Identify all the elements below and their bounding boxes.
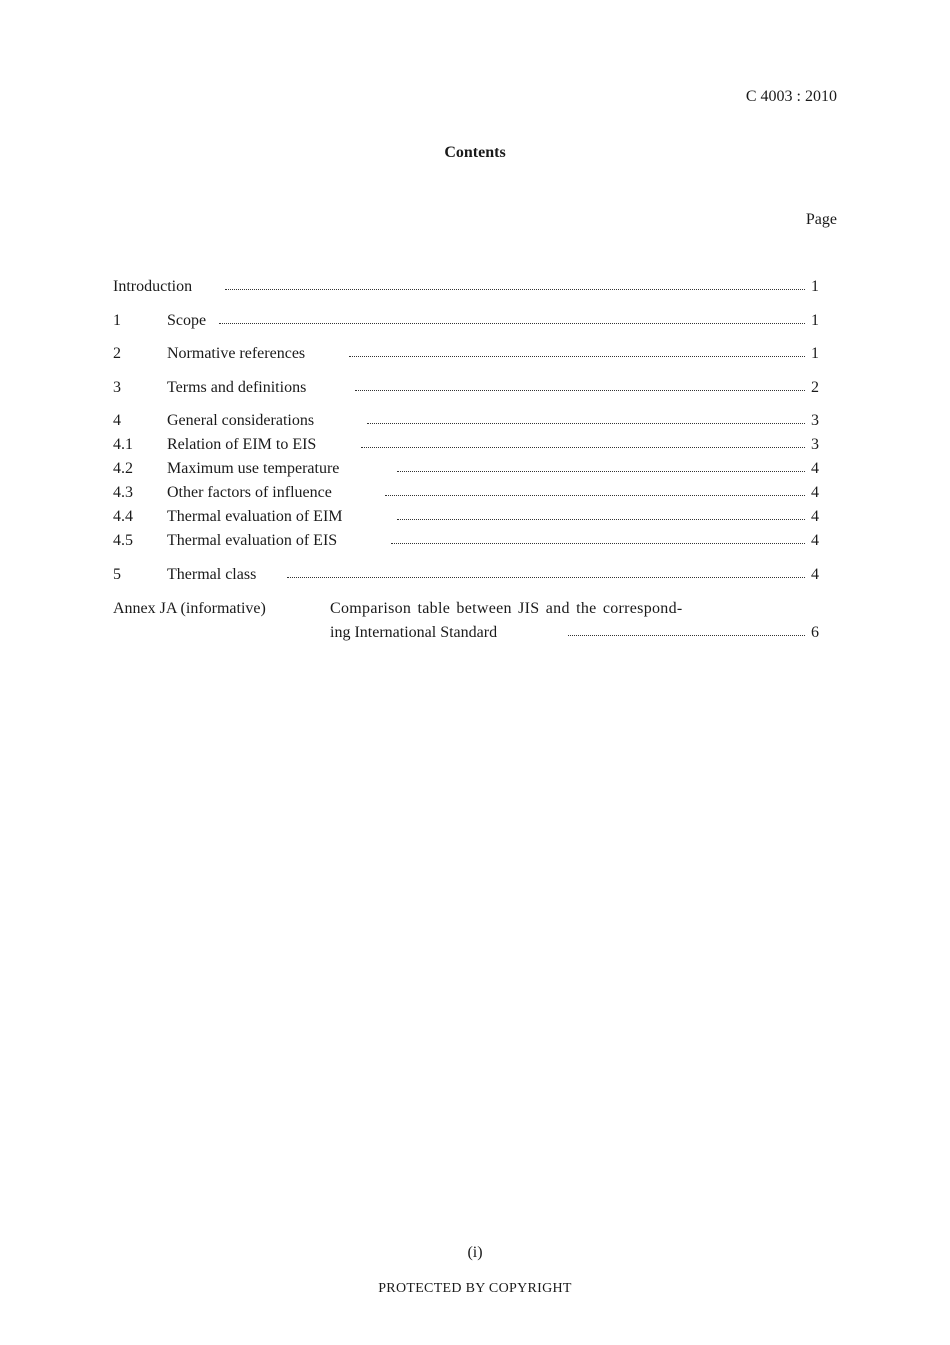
- toc-entry-page: 1: [811, 312, 819, 329]
- dot-leader: [219, 310, 805, 324]
- toc-entry-number: 4.3: [113, 484, 133, 501]
- toc-entry-label: Terms and definitions: [167, 379, 307, 396]
- toc-entry-number: 4.1: [113, 436, 133, 453]
- toc-entry-4-1[interactable]: [113, 434, 819, 456]
- toc-entry-number: 3: [113, 379, 121, 396]
- toc-entry-page: 4: [811, 532, 819, 549]
- dot-leader: [385, 482, 805, 496]
- toc-entry-page: 4: [811, 566, 819, 583]
- dot-leader: [225, 276, 805, 290]
- toc-entry-label: Thermal class: [167, 566, 257, 583]
- contents-title: Contents: [444, 144, 506, 161]
- toc-entry-label: Maximum use temperature: [167, 460, 340, 477]
- toc-entry-page: 1: [811, 278, 819, 295]
- toc-entry-4-2[interactable]: [113, 458, 819, 480]
- toc-entry-page: 6: [811, 624, 819, 641]
- toc-entry-page: 4: [811, 508, 819, 525]
- dot-leader: [355, 377, 805, 391]
- toc-entry-number: 1: [113, 312, 121, 329]
- dot-leader: [568, 622, 805, 636]
- dot-leader: [397, 506, 805, 520]
- annex-title-line-2: ing International Standard: [330, 624, 498, 641]
- dot-leader: [391, 530, 805, 544]
- toc-entry-page: 2: [811, 379, 819, 396]
- toc-entry-4-3[interactable]: [113, 482, 819, 504]
- toc-entry-page: 4: [811, 460, 819, 477]
- toc-entry-number: 4: [113, 412, 121, 429]
- toc-entry-scope[interactable]: [113, 310, 819, 332]
- toc-entry-label: Thermal evaluation of EIM: [167, 508, 343, 525]
- annex-title-line-1[interactable]: Comparison table between JIS and the correspond-: [330, 600, 683, 617]
- toc-entry-label: Scope: [167, 312, 207, 329]
- toc-entry-page: 3: [811, 436, 819, 453]
- toc-entry-number: 4.5: [113, 532, 133, 549]
- toc-entry-terms-and-definitions[interactable]: [113, 377, 819, 399]
- toc-entry-label: Introduction: [113, 278, 193, 295]
- toc-entry-4-4[interactable]: [113, 506, 819, 528]
- toc-entry-page: 4: [811, 484, 819, 501]
- toc-entry-label: Relation of EIM to EIS: [167, 436, 317, 453]
- dot-leader: [367, 410, 805, 424]
- toc-entry-thermal-class[interactable]: [113, 564, 819, 586]
- document-id: C 4003 : 2010: [745, 88, 837, 105]
- toc-entry-number: 4.2: [113, 460, 133, 477]
- toc-entry-annex[interactable]: [330, 622, 819, 644]
- page-folio: (i): [467, 1244, 483, 1261]
- toc-entry-label: Normative references: [167, 345, 306, 362]
- toc-entry-label: General considerations: [167, 412, 315, 429]
- dot-leader: [397, 458, 805, 472]
- toc-entry-number: 4.4: [113, 508, 133, 525]
- dot-leader: [287, 564, 805, 578]
- toc-entry-number: 5: [113, 566, 121, 583]
- toc-entry-label: Thermal evaluation of EIS: [167, 532, 338, 549]
- toc-entry-number: 2: [113, 345, 121, 362]
- toc-entry-label: Other factors of influence: [167, 484, 332, 501]
- toc-entry-introduction[interactable]: [113, 276, 819, 298]
- toc-entry-general-considerations[interactable]: [113, 410, 819, 432]
- page-column-header: Page: [805, 211, 837, 228]
- toc-entry-page: 3: [811, 412, 819, 429]
- annex-tag: Annex JA (informative): [113, 600, 266, 617]
- dot-leader: [361, 434, 805, 448]
- toc-entry-4-5[interactable]: [113, 530, 819, 552]
- copyright-footer: PROTECTED BY COPYRIGHT: [378, 1281, 572, 1296]
- dot-leader: [349, 343, 805, 357]
- toc-entry-normative-references[interactable]: [113, 343, 819, 365]
- toc-entry-page: 1: [811, 345, 819, 362]
